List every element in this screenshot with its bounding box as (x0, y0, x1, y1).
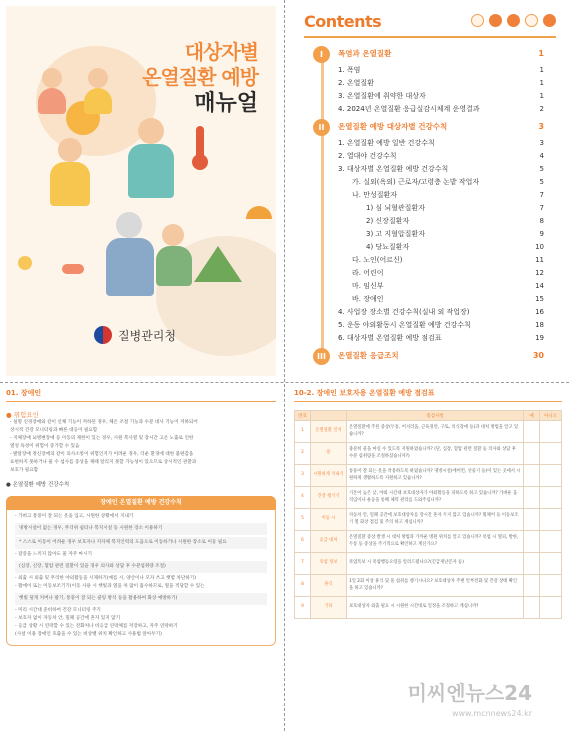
child-illustration (88, 68, 108, 88)
risk-factor-line: - 지체장애 뇌병변장애 등 이동의 제한이 있는 경우, 시원 복사열 및 장시간 고온 노출로 인한 (10, 436, 194, 441)
section-number-badge: III (313, 348, 330, 365)
contents-item[interactable] (294, 319, 562, 331)
checklist-row-number: 7 (295, 553, 311, 575)
contents-page-number: 9 (539, 230, 544, 238)
watermark-url: www.mcnnews24.kr (451, 709, 532, 718)
rules-box-line: 햇빛 덮개 커버나 팔기, 통풍이 잘 되는 쿨링 방석 등을 활용하여 화상 예방하기) (15, 593, 267, 605)
table-row (295, 575, 562, 597)
checklist-row-number: 2 (295, 443, 311, 465)
contents-item-label: 라. 어린이 (352, 269, 384, 277)
checklist-column-header: 점검사항 (347, 411, 524, 421)
contents-icon-row (471, 14, 556, 27)
checklist-row-number: 1 (295, 421, 311, 443)
contents-item[interactable] (294, 189, 562, 201)
table-row (295, 443, 562, 465)
contents-section[interactable] (294, 121, 562, 133)
risk-factors-text (6, 419, 276, 475)
contents-item[interactable] (294, 241, 562, 253)
contents-item[interactable] (294, 137, 562, 149)
rules-box-line: - 활에이 또는 이동보조기기(이동 사용 시 햇빛과 열을 차 많이 흡수하므로, 열을 적당할 수 있는 (15, 584, 205, 589)
rules-box-line: - 보호자 없이 자동차 안, 밀폐 공간에 혼자 있지 않기 (15, 616, 121, 621)
man-illustration (128, 144, 174, 198)
checklist-yes-cell[interactable] (524, 487, 540, 509)
checklist-row-text: 자동차 안, 밀폐 공간에 보호대상자를 장시간 혼자 두지 않고 있습니까? 휠체어 등 이동보조기 열 화상 점검 및 주의 하고 계십니까? (347, 509, 524, 531)
checklist-row-number: 9 (295, 597, 311, 619)
contents-item-label: 2. 온열질환 (338, 79, 374, 87)
rules-subheading-text: 온열질환 예방 건강수칙 (12, 482, 70, 488)
checklist-column-header: 번호 (295, 411, 311, 421)
contents-page-number: 1 (538, 49, 544, 58)
contents-item[interactable] (294, 150, 562, 162)
umbrella-icon (246, 206, 272, 219)
cover-page (6, 6, 276, 376)
rules-box-line: 냉방시설이 없는 경우, 무더위 쉼터나 복지시설 등 시원한 장소 이용하기 (15, 523, 267, 535)
contents-item-label: 온열질환 응급조치 (338, 351, 399, 360)
checklist-row-text: 온열질환에 주된 증상(두통, 어지러움, 근육경련, 구토, 의식장애 등)과 대처 방법을 알고 있습니까? (347, 421, 524, 443)
contents-page-number: 12 (535, 269, 544, 277)
risk-factor-line: - 실명 신경장애와 같이 신체 기능이 저하된 경우, 체온 조절 기능과 수분 대사 기능이 저하되어 (10, 420, 198, 425)
checklist-row-category: 폭염 정보 (311, 553, 347, 575)
sun-icon (471, 14, 484, 27)
checklist-no-cell[interactable] (540, 575, 562, 597)
contents-item-label: 5. 운동 야외활동시 온열질환 예방 건강수칙 (338, 321, 471, 329)
checklist-row-category: 온열질환 인지 (311, 421, 347, 443)
section-header: 01. 장애인 (6, 386, 276, 402)
checklist-row-category: 물 (311, 443, 347, 465)
cover-title-line2: 온열질환 예방 (142, 65, 258, 89)
risk-factor-line: 표현하지 못하거나 물 수 섭사를 증상을 제때 알리지 못할 가능성이 있으므로 상시적인 관찰과 (10, 460, 197, 465)
table-row (295, 531, 562, 553)
contents-item-label: 마. 임신부 (352, 282, 384, 290)
elderly-illustration (106, 238, 154, 296)
checklist-yes-cell[interactable] (524, 597, 540, 619)
contents-page-number: 19 (535, 334, 544, 342)
checklist-row-text: 충분히 물을 마실 수 있도록 지원하였습니까? (단, 심장, 혈압 관련 질환 등 의사와 상담 후 수분 섭취량을 조절하셨습니까?) (347, 443, 524, 465)
table-row (295, 487, 562, 509)
contents-page-number: 18 (535, 321, 544, 329)
checklist-row-category: 시원하게 지내기 (311, 465, 347, 487)
contents-page-number: 7 (539, 204, 544, 212)
section-page (6, 386, 276, 726)
checklist-row-category: 기타 (311, 597, 347, 619)
elderly-illustration (116, 212, 142, 238)
checklist-column-header: 예 (524, 411, 540, 421)
checklist-yes-cell[interactable] (524, 553, 540, 575)
contents-item-label: 2. 열대야 건강수칙 (338, 152, 397, 160)
checklist-row-text: 온열질환 증상 발생 시 대처 방법과 가까운 병원 위치를 알고 있습니까? 폭염 시 열피, 발한, 두통 등 증상을 주기적으로 확인하고 계신가요? (347, 531, 524, 553)
rules-box (6, 496, 276, 646)
contents-item-label: 가. 실외(옥외) 근로자/고령층 논밭 작업자 (352, 178, 480, 186)
contents-page-number: 7 (539, 191, 544, 199)
checklist-no-cell[interactable] (540, 531, 562, 553)
rules-box-line: - 응급 상황 시 연락할 수 있는 전화처나 비응급 연락체를 저장하고, 자주 연락하기 (15, 624, 178, 629)
contents-page-number: 30 (532, 351, 544, 360)
child-illustration (38, 88, 66, 114)
cover-title-line3: 매뉴얼 (194, 91, 258, 116)
contents-page-number: 3 (538, 122, 544, 131)
contents-section[interactable] (294, 48, 562, 60)
contents-item-label: 4. 사업장 장소별 건강수칙(실내 외 작업장) (338, 308, 470, 316)
checklist-no-cell[interactable] (540, 443, 562, 465)
contents-page-number: 8 (539, 217, 544, 225)
table-row (295, 421, 562, 443)
lightbulb-icon (18, 256, 32, 270)
contents-page-number: 11 (535, 256, 544, 264)
contents-item-label: 4. 2024년 온열질환 응급실감시체계 운영결과 (338, 105, 480, 113)
contents-item-label: 바. 장애인 (352, 295, 384, 303)
contents-page-number: 5 (539, 165, 544, 173)
divider-horizontal (0, 382, 569, 383)
contents-page-number: 2 (539, 105, 544, 113)
thermometer-icon (196, 126, 204, 164)
rules-box-line: * 스스로 이동이 어려운 경우 보호자나 지자체 복지인력의 도움으로 이동하거나 시원한 장소로 이동 필요 (15, 537, 267, 549)
contents-page-number: 1 (539, 66, 544, 74)
contents-item-label: 3. 대상자별 온열질환 예방 건강수칙 (338, 165, 449, 173)
checklist-row-text: 통풍이 잘 되는 옷을 착용하도록 하였습니까? 냉방시설(에어컨, 선풍기 등)이 있는 곳에서 시원하게 생활하도록 지원하고 있습니까? (347, 465, 524, 487)
mountain-icon (194, 246, 242, 282)
checklist-row-number: 4 (295, 487, 311, 509)
table-row (295, 597, 562, 619)
contents-item-label: 2) 신장질환자 (366, 217, 410, 225)
contents-item-label: 1) 심 뇌혈관질환자 (366, 204, 425, 212)
contents-item-label: 다. 노인(어르신) (352, 256, 403, 264)
risk-factor-line: 상시적 건강 모니터링과 빠른 대응이 필요함 (10, 428, 98, 433)
checklist-row-number: 5 (295, 509, 311, 531)
contents-section[interactable] (294, 350, 562, 362)
contents-item[interactable] (294, 228, 562, 240)
contents-item[interactable] (294, 306, 562, 318)
contents-item[interactable] (294, 280, 562, 292)
contents-item[interactable] (294, 163, 562, 175)
checklist-yes-cell[interactable] (524, 509, 540, 531)
checklist-row-text: 기온이 높은 낮, 야외 시간대 보호대상자가 야외활동을 피하도록 하고 있습니까? 가벼운 움직임이나 운동을 통해 체력 관리를 도와주십니까? (347, 487, 524, 509)
checklist-row-category: 응급 대처 (311, 531, 347, 553)
checklist-table (294, 410, 562, 619)
rules-box-line: - 가벼고 통풍이 잘 되는 옷을 입고, 시원한 상황에서 지내기 (15, 514, 134, 519)
rules-box-line: - 갈증을 느끼지 않아도 물 자주 마시기 (15, 552, 92, 557)
contents-page-number: 15 (535, 295, 544, 303)
checklist-page (294, 386, 562, 726)
contents-item[interactable] (294, 267, 562, 279)
contents-item[interactable] (294, 77, 562, 89)
checklist-header-row (295, 411, 562, 421)
section-number-badge: I (313, 46, 330, 63)
contents-item-label: 나. 만성질환자 (352, 191, 398, 199)
contents-item[interactable] (294, 254, 562, 266)
checklist-column-header: 아니오 (540, 411, 562, 421)
contents-item[interactable] (294, 90, 562, 102)
child-illustration (84, 88, 112, 114)
risk-factors-heading-text: 위험요인 (13, 411, 39, 419)
checklist-no-cell[interactable] (540, 597, 562, 619)
contents-page-number: 16 (535, 308, 544, 316)
checklist-row-number: 8 (295, 575, 311, 597)
wheelchair-user-illustration (156, 246, 192, 286)
table-row (295, 553, 562, 575)
rules-box-line: - 외출 시 외출 및 무리한 야외활동을 시제하기(예를 시, 양산이나 모자 쓰고 햇볕 차단하기) (15, 576, 197, 581)
contents-item-label: 1. 온열질환 예방 일반 건강수칙 (338, 139, 435, 147)
contents-page-number: 1 (539, 79, 544, 87)
agency-logo-block (94, 326, 176, 344)
pill-icon (62, 264, 84, 274)
checklist-row-number: 3 (295, 465, 311, 487)
contents-page-number: 3 (539, 139, 544, 147)
risk-factor-line: - 발달장애 정신장애의 같이 의사소통이 위험인지가 어려운 경우, 더운 환경에 대한 불편감을 (10, 452, 194, 457)
checklist-row-text: 보호대상자 외출 필요 시 시원한 시간대로 일정을 조정하고 계십니까? (347, 597, 524, 619)
checklist-header: 10-2. 장애인 보호자용 온열질환 예방 점검표 (294, 386, 562, 402)
umbrella-icon (489, 14, 502, 27)
contents-page-number: 10 (535, 243, 544, 251)
risk-factor-line: 열성 독성이 위험이 증가할 수 있음 (10, 444, 80, 449)
wheelchair-user-illustration (162, 224, 184, 246)
contents-item[interactable] (294, 293, 562, 305)
section-number-badge: II (313, 119, 330, 136)
checklist-no-cell[interactable] (540, 553, 562, 575)
checklist-no-cell[interactable] (540, 465, 562, 487)
checklist-row-category: 이동 시 (311, 509, 347, 531)
checklist-row-number: 6 (295, 531, 311, 553)
checklist-yes-cell[interactable] (524, 421, 540, 443)
contents-item-label: 3. 온열질환에 취약한 대상자 (338, 92, 426, 100)
thermometer-icon (507, 14, 520, 27)
fan-icon (543, 14, 556, 27)
contents-item-label: 3) 고 지혈압질환자 (366, 230, 425, 238)
contents-item-label: 1. 폭염 (338, 66, 361, 74)
rules-box-lines (15, 513, 267, 631)
checklist-row-category: 건강 챙기기 (311, 487, 347, 509)
woman-illustration (50, 162, 90, 206)
contents-heading: Contents (304, 12, 382, 31)
contents-item-label: 4) 당뇨질환자 (366, 243, 410, 251)
rules-box-title: 장애인 온열질환 예방 건강수칙 (6, 496, 276, 510)
checklist-no-cell[interactable] (540, 421, 562, 443)
cover-title-line1: 대상자별 (184, 40, 258, 64)
contents-item-label: 6. 대상자별 온열질환 예방 점검표 (338, 334, 442, 342)
drop-icon (525, 14, 538, 27)
contents-rule (304, 36, 556, 38)
table-row (295, 509, 562, 531)
woman-illustration (58, 138, 82, 162)
contents-item-label: 폭염과 온열질환 (338, 49, 392, 58)
man-illustration (138, 118, 164, 144)
checklist-no-cell[interactable] (540, 487, 562, 509)
agency-logo-icon (94, 326, 112, 344)
contents-page-number: 14 (535, 282, 544, 290)
contents-item[interactable] (294, 332, 562, 344)
rules-box-line: - 미리 시간대 준비하여 건강 모니터링 주기 (15, 608, 101, 613)
contents-page-number: 1 (539, 92, 544, 100)
checklist-body (295, 421, 562, 619)
contents-item[interactable] (294, 176, 562, 188)
divider-vertical (284, 0, 285, 731)
rules-box-line: (심장, 신장, 혈압 관련 질환이 있을 경우 의사와 상담 후 수분섭취량 조절) (15, 561, 267, 573)
agency-name: 질병관리청 (118, 328, 176, 343)
contents-item[interactable] (294, 202, 562, 214)
contents-page-number: 4 (539, 152, 544, 160)
contents-item[interactable] (294, 215, 562, 227)
contents-page (294, 6, 562, 376)
table-row (295, 465, 562, 487)
checklist-row-text: 1일 2회 이상 휴식 및 물 섭취를 챙기시나요? 보호대상자 주변 안부전화 및 건강 상태 확인을 하고 있습니까? (347, 575, 524, 597)
checklist-yes-cell[interactable] (524, 465, 540, 487)
contents-item-label: 온열질환 예방 대상자별 건강수칙 (338, 122, 448, 131)
checklist-yes-cell[interactable] (524, 575, 540, 597)
risk-factors-heading: ● 위험요인 (6, 411, 39, 419)
contents-item[interactable] (294, 103, 562, 115)
checklist-no-cell[interactable] (540, 509, 562, 531)
contents-item[interactable] (294, 64, 562, 76)
checklist-row-text: 폭염특보 시 폭염행동요령을 알려드렸나요?(긴급재난문자 등) (347, 553, 524, 575)
child-illustration (42, 68, 62, 88)
contents-page-number: 5 (539, 178, 544, 186)
risk-factor-line: 보호가 필요함 (10, 468, 39, 473)
watermark-name: 미씨엔뉴스24 (407, 681, 532, 705)
rules-subheading: ● 온열질환 예방 건강수칙 (6, 482, 70, 488)
checklist-column-header (311, 411, 347, 421)
checklist-row-category: 휴식 (311, 575, 347, 597)
checklist-yes-cell[interactable] (524, 443, 540, 465)
checklist-yes-cell[interactable] (524, 531, 540, 553)
rules-box-footnote: (사설 이용 장애인 호출을 수 있는 비상벨 위치 확인하고 사용법 알아두기) (15, 632, 162, 637)
